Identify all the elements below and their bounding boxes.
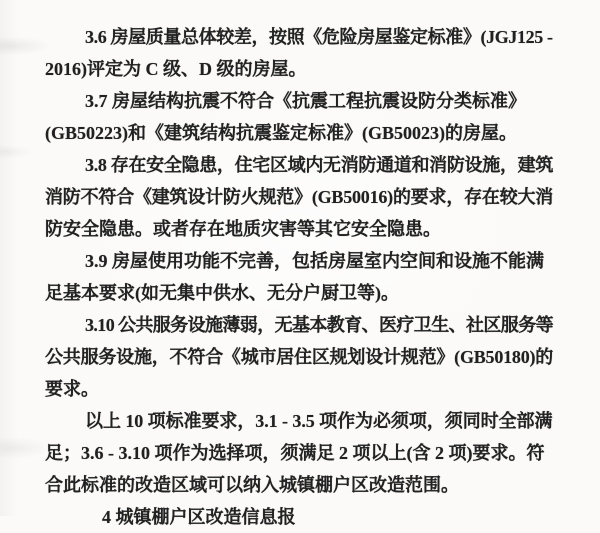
clause-3-9-line-1: 3.9 房屋使用功能不完善，包括房屋室内空间和设施不能满 — [85, 251, 544, 271]
summary-line-2: 足；3.6 - 3.10 项作为选择项，须满足 2 项以上(含 2 项)要求。符 — [45, 443, 545, 463]
summary-line-1: 以上 10 项标准要求，3.1 - 3.5 项作为必须项，须同时全部满 — [85, 411, 553, 431]
clause-3-8-line-3: 防安全隐患。或者存在地质灾害等其它安全隐患。 — [45, 219, 441, 239]
section-4-heading-clipped: 4 城镇棚户区改造信息报 — [102, 507, 296, 527]
clause-3-10-line-2: 公共服务设施，不符合《城市居住区规划设计规范》(GB50180)的 — [45, 347, 554, 367]
clause-3-6-line-1: 3.6 房屋质量总体较差，按照《危险房屋鉴定标准》(JGJ125 - — [85, 27, 553, 47]
clause-3-10-line-1: 3.10 公共服务设施薄弱，无基本教育、医疗卫生、社区服务等 — [85, 315, 553, 335]
clause-3-7-line-2: (GB50223)和《建筑结构抗震鉴定标准》(GB50023)的房屋。 — [45, 123, 517, 143]
clause-3-9-line-2: 足基本要求(如无集中供水、无分户厨卫等)。 — [45, 283, 399, 303]
clause-3-7-line-1: 3.7 房屋结构抗震不符合《抗震工程抗震设防分类标准》 — [85, 91, 526, 111]
clause-3-6-line-2: 2016)评定为 C 级、D 级的房屋。 — [45, 59, 307, 79]
clause-3-8-line-2: 消防不符合《建筑设计防火规范》(GB50016)的要求，存在较大消 — [45, 187, 554, 207]
clause-3-10-line-3: 要求。 — [45, 379, 99, 399]
text-block — [45, 21, 553, 533]
summary-line-3: 合此标准的改造区域可以纳入城镇棚户区改造范围。 — [45, 475, 459, 495]
clause-3-8-line-1: 3.8 存在安全隐患，住宅区域内无消防通道和消防设施，建筑 — [85, 155, 554, 175]
